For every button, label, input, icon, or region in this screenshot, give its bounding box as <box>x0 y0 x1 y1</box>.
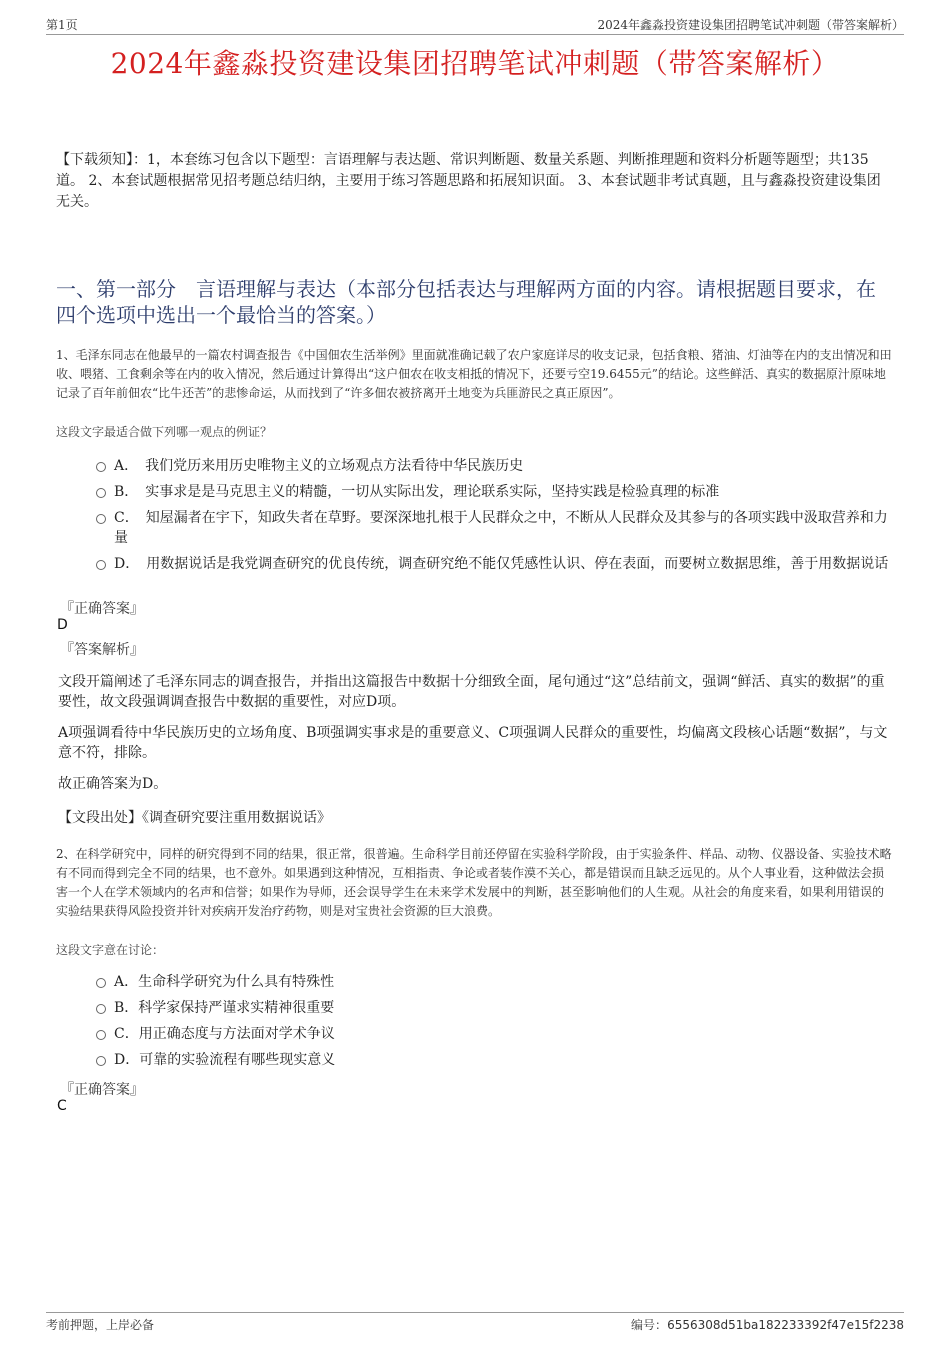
header-doc-title: 2024年鑫淼投资建设集团招聘笔试冲刺题（带答案解析） <box>597 18 904 32</box>
radio-icon[interactable] <box>96 978 106 988</box>
answer-value: D <box>57 617 68 633</box>
option-label: B． 实事求是是马克思主义的精髓，一切从实际出发，理论联系实际，坚持实践是检验真理的标准 <box>114 484 720 500</box>
option-d[interactable] <box>96 554 890 574</box>
analysis-paragraph: 文段开篇阐述了毛泽东同志的调查报告，并指出这篇报告中数据十分细致全面，尾句通过“这”总结前文，强调“鲜活、真实的数据”的重要性，故文段强调调查报告中数据的重要性，对应D项。 <box>58 674 885 710</box>
analysis-label: 『答案解析』 <box>60 642 144 658</box>
option-a[interactable] <box>96 972 890 992</box>
answer-value: C <box>57 1098 67 1114</box>
option-label: D．可靠的实验流程有哪些现实意义 <box>114 1052 336 1068</box>
question-1-text: 1、毛泽东同志在他最早的一篇农村调查报告《中国佃农生活举例》里面就准确记载了农户家庭详尽的收支记录，包括食粮、猪油、灯油等在内的支出情况和田收、喂猪、工食剩余等在内的收入情况，然后通过计算得出“这户佃农在收支相抵的情况下，还要亏空19.6455元”的结论。这些鲜活、真实的数据原汁原味地记录了百年前佃农“比牛还苦”的悲惨命运，从而找到了“许多佃农被挤离开土地变为兵匪游民之真正原因”。 <box>56 348 892 400</box>
download-notice: 【下载须知】：1，本套练习包含以下题型：言语理解与表达题、常识判断题、数量关系题、判断推理题和资料分析题等题型；共135道。 2、本套试题根据常见招考题总结归纳，主要用于练习答题思路和拓展知识面。 3、本套试题非考试真题，且与鑫淼投资建设集团无关。 <box>56 152 881 210</box>
question-1-options <box>96 456 890 580</box>
option-label: C． 知屋漏者在宇下，知政失者在草野。要深深地扎根于人民群众之中，不断从人民群众及其参与的各项实践中汲取营养和力量 <box>114 510 888 546</box>
option-a[interactable] <box>96 456 890 476</box>
question-2-options <box>96 972 890 1076</box>
page-header <box>46 14 904 35</box>
footer-code <box>631 1316 904 1333</box>
option-label: D． 用数据说话是我党调查研究的优良传统，调查研究绝不能仅凭感性认识、停在表面，而要树立数据思维，善于用数据说话 <box>114 556 889 572</box>
page-footer <box>46 1312 904 1333</box>
option-c[interactable] <box>96 508 890 548</box>
answer-label: 『正确答案』 <box>60 601 144 617</box>
option-label: C．用正确态度与方法面对学术争议 <box>114 1026 335 1042</box>
footer-slogan: 考前押题，上岸必备 <box>46 1318 155 1332</box>
option-b[interactable] <box>96 998 890 1018</box>
option-d[interactable] <box>96 1050 890 1070</box>
radio-icon[interactable] <box>96 1030 106 1040</box>
analysis-conclusion: 故正确答案为D。 <box>58 776 168 792</box>
answer-label: 『正确答案』 <box>60 1082 144 1098</box>
question-1-prompt: 这段文字最适合做下列哪一观点的例证？ <box>56 425 273 439</box>
source-citation: 【文段出处】《调查研究要注重用数据说话》 <box>58 810 331 826</box>
footer-code-label: 编号： <box>631 1318 668 1332</box>
option-label: B．科学家保持严谨求实精神很重要 <box>114 1000 335 1016</box>
option-label: A．生命科学研究为什么具有特殊性 <box>114 974 335 990</box>
question-2-prompt: 这段文字意在讨论： <box>56 943 165 957</box>
option-label: A． 我们党历来用历史唯物主义的立场观点方法看待中华民族历史 <box>114 458 524 474</box>
option-c[interactable] <box>96 1024 890 1044</box>
option-b[interactable] <box>96 482 890 502</box>
section-title: 一、第一部分 言语理解与表达（本部分包括表达与理解两方面的内容。请根据题目要求，在四个选项中选出一个最恰当的答案。） <box>56 277 876 327</box>
radio-icon[interactable] <box>96 462 106 472</box>
radio-icon[interactable] <box>96 1056 106 1066</box>
page-title: 2024年鑫淼投资建设集团招聘笔试冲刺题（带答案解析） <box>110 47 840 80</box>
radio-icon[interactable] <box>96 560 106 570</box>
page-number: 第1页 <box>46 18 78 32</box>
footer-code-value: 6556308d51ba182233392f47e15f2238 <box>667 1318 904 1332</box>
radio-icon[interactable] <box>96 1004 106 1014</box>
analysis-paragraph: A项强调看待中华民族历史的立场角度、B项强调实事求是的重要意义、C项强调人民群众的重要性，均偏离文段核心话题“数据”，与文意不符，排除。 <box>58 725 888 761</box>
radio-icon[interactable] <box>96 488 106 498</box>
question-2-text: 2、在科学研究中，同样的研究得到不同的结果，很正常，很普遍。生命科学目前还停留在实验科学阶段，由于实验条件、样品、动物、仪器设备、实验技术略有不同而得到完全不同的结果，也不意外。如果遇到这种情况，互相指责、争论或者装作漠不关心，都是错误而且缺乏远见的。从个人事业看，这种做法会损害一个人在学术领域内的名声和信誉；如果作为导师，还会误导学生在未来学术发展中的判断，甚至影响他们的人生观。从社会的角度来看，如果利用错误的实验结果获得风险投资并针对疾病开发治疗药物，则是对宝贵社会资源的巨大浪费。 <box>56 847 892 918</box>
radio-icon[interactable] <box>96 514 106 524</box>
